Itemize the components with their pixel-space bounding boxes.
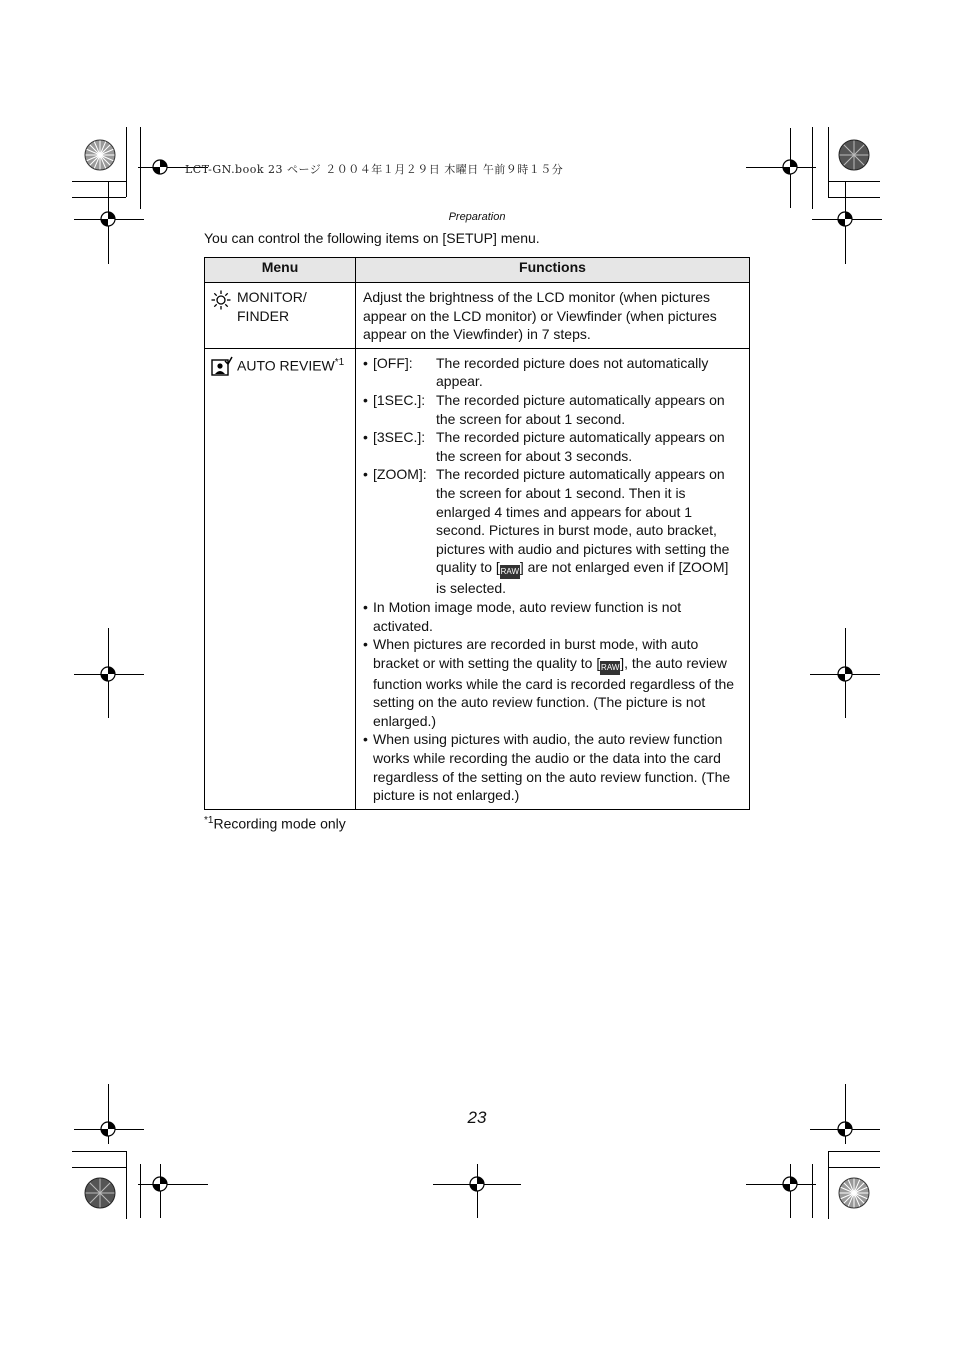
footnote-text: Recording mode only bbox=[213, 815, 346, 832]
registration-mark-icon bbox=[835, 664, 855, 684]
menu-label-auto-review: AUTO REVIEW$^{*1}$ bbox=[237, 356, 345, 374]
footnote-marker: *1 bbox=[204, 815, 214, 826]
registration-mark-icon bbox=[467, 1174, 487, 1194]
auto-review-icon bbox=[211, 356, 233, 376]
registration-mark-icon bbox=[780, 157, 800, 177]
menu-label-monitor-finder: MONITOR/ FINDER bbox=[237, 289, 307, 324]
list-item: • In Motion image mode, auto review function is not activated. bbox=[363, 598, 682, 634]
registration-mark-icon bbox=[150, 1174, 170, 1194]
menu-cell bbox=[205, 283, 356, 349]
footnote-ref: *1 bbox=[334, 356, 345, 368]
footnote bbox=[204, 815, 346, 832]
star-target-icon bbox=[838, 139, 870, 171]
list-item: • When pictures are recorded in burst mode, with auto bracket or with setting the quality to [RAW], the auto review function works while the card is recorded regardless of the setting on the auto review function. (The picture is not enlarged.) bbox=[363, 636, 735, 729]
column-header-menu: Menu bbox=[205, 258, 356, 283]
list-item: • [1SEC.]: The recorded picture automatically appears on the screen for about 1 second. bbox=[363, 391, 725, 427]
section-title: Preparation bbox=[448, 211, 506, 223]
table-row bbox=[205, 283, 750, 349]
list-item: • [3SEC.]: The recorded picture automatically appears on the screen for about 3 seconds. bbox=[363, 429, 725, 464]
star-target-icon bbox=[84, 1177, 116, 1209]
list-item: • When using pictures with audio, the auto review function works while recording the audio or the data into the card regardless of the setting on the auto review function. (The picture is not enlarged.) bbox=[363, 731, 731, 804]
menu-cell bbox=[205, 348, 356, 809]
page-number: 23 bbox=[467, 1108, 487, 1127]
function-cell bbox=[356, 348, 750, 809]
list-item: • [OFF]: The recorded picture does not automatically appear. bbox=[363, 354, 709, 390]
column-header-functions: Functions bbox=[356, 258, 750, 283]
registration-mark-icon bbox=[780, 1174, 800, 1194]
star-target-icon bbox=[84, 139, 116, 171]
registration-mark-icon bbox=[98, 664, 118, 684]
setup-menu-table bbox=[204, 257, 750, 810]
raw-quality-icon: RAW bbox=[500, 565, 520, 579]
brightness-icon bbox=[211, 290, 231, 310]
intro-text: You can control the following items on [SETUP] menu. bbox=[204, 230, 540, 246]
registration-mark-icon bbox=[150, 157, 170, 177]
raw-quality-icon: RAW bbox=[600, 661, 620, 675]
book-file-line: LCT-GN.book 23 ページ ２００４年１月２９日 木曜日 午前９時１５分 bbox=[185, 163, 564, 176]
star-target-icon bbox=[838, 1177, 870, 1209]
table-row bbox=[205, 348, 750, 809]
list-item: • [ZOOM]: The recorded picture automatically appears on the screen for about 1 second. Then it is enlarged 4 times and appears for about 1 second. Pictures in burst mode, auto bracket, pictures with audio and pictures with setting the quality to [RAW] are not enlarged even if [ZOOM] is selected. bbox=[363, 466, 730, 597]
function-cell bbox=[356, 283, 750, 349]
table-header-row bbox=[205, 258, 750, 283]
function-text: Adjust the brightness of the LCD monitor (when pictures appear on the LCD monitor) or Viewfinder (when pictures appear on the Viewfinder) in 7 steps. bbox=[363, 289, 717, 343]
